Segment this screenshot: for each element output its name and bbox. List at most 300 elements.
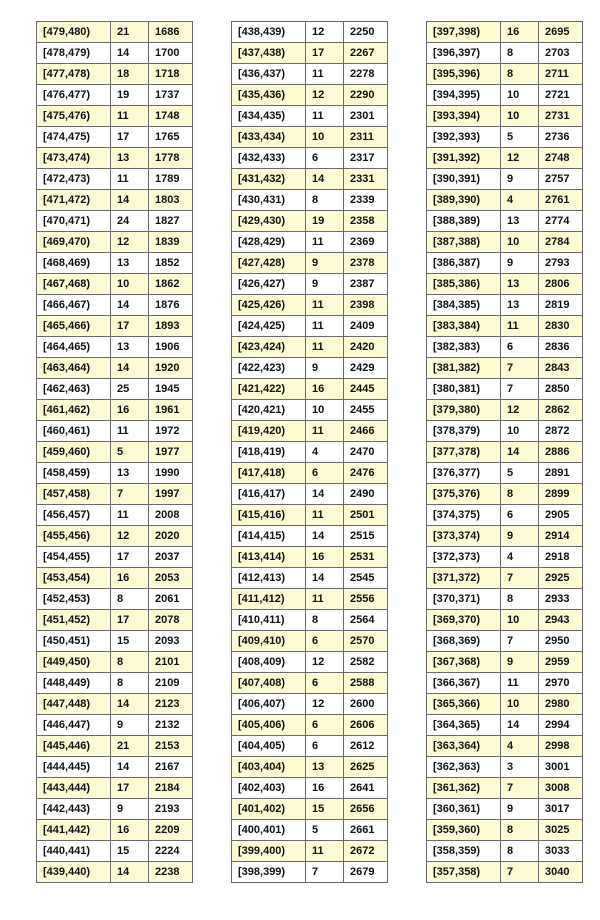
cumulative-count-cell: 2515 — [344, 526, 388, 547]
table-row — [427, 442, 583, 463]
count-cell: 11 — [306, 106, 344, 127]
cumulative-count-cell: 1803 — [149, 190, 193, 211]
count-cell: 17 — [306, 43, 344, 64]
cumulative-count-cell: 2721 — [539, 85, 583, 106]
cumulative-count-cell: 2819 — [539, 295, 583, 316]
cumulative-count-cell: 2695 — [539, 22, 583, 43]
count-cell: 16 — [111, 400, 149, 421]
cumulative-count-cell: 2731 — [539, 106, 583, 127]
cumulative-count-cell: 2301 — [344, 106, 388, 127]
cumulative-count-cell: 3040 — [539, 862, 583, 883]
cumulative-count-cell: 2429 — [344, 358, 388, 379]
score-interval-cell: [454,455) — [37, 547, 111, 568]
table-row — [427, 841, 583, 862]
score-interval-cell: [449,450) — [37, 652, 111, 673]
count-cell: 13 — [501, 211, 539, 232]
cumulative-count-cell: 2872 — [539, 421, 583, 442]
count-cell: 10 — [501, 232, 539, 253]
cumulative-count-cell: 2123 — [149, 694, 193, 715]
count-cell: 12 — [111, 232, 149, 253]
cumulative-count-cell: 1778 — [149, 148, 193, 169]
count-cell: 11 — [306, 841, 344, 862]
count-cell: 10 — [111, 274, 149, 295]
score-interval-cell: [369,370) — [427, 610, 501, 631]
cumulative-count-cell: 2980 — [539, 694, 583, 715]
table-row — [37, 652, 193, 673]
cumulative-count-cell: 2570 — [344, 631, 388, 652]
table-row — [37, 22, 193, 43]
score-interval-cell: [434,435) — [232, 106, 306, 127]
table-row — [232, 862, 388, 883]
cumulative-count-cell: 2703 — [539, 43, 583, 64]
table-row — [427, 43, 583, 64]
table-row — [427, 295, 583, 316]
score-interval-cell: [444,445) — [37, 757, 111, 778]
score-interval-cell: [420,421) — [232, 400, 306, 421]
score-interval-cell: [470,471) — [37, 211, 111, 232]
table-row — [232, 295, 388, 316]
score-interval-cell: [464,465) — [37, 337, 111, 358]
cumulative-count-cell: 1876 — [149, 295, 193, 316]
score-interval-cell: [437,438) — [232, 43, 306, 64]
cumulative-count-cell: 2843 — [539, 358, 583, 379]
table-row — [37, 169, 193, 190]
count-cell: 10 — [306, 127, 344, 148]
count-cell: 12 — [306, 652, 344, 673]
count-cell: 8 — [306, 610, 344, 631]
cumulative-count-cell: 2918 — [539, 547, 583, 568]
table-row — [232, 778, 388, 799]
count-cell: 11 — [306, 64, 344, 85]
score-interval-cell: [373,374) — [427, 526, 501, 547]
cumulative-count-cell: 2899 — [539, 484, 583, 505]
cumulative-count-cell: 2914 — [539, 526, 583, 547]
score-interval-cell: [379,380) — [427, 400, 501, 421]
cumulative-count-cell: 2943 — [539, 610, 583, 631]
score-interval-cell: [407,408) — [232, 673, 306, 694]
count-cell: 11 — [111, 421, 149, 442]
cumulative-count-cell: 2806 — [539, 274, 583, 295]
score-interval-cell: [476,477) — [37, 85, 111, 106]
count-cell: 15 — [111, 631, 149, 652]
count-cell: 12 — [501, 400, 539, 421]
cumulative-count-cell: 2008 — [149, 505, 193, 526]
cumulative-count-cell: 2736 — [539, 127, 583, 148]
cumulative-count-cell: 1945 — [149, 379, 193, 400]
score-interval-cell: [368,369) — [427, 631, 501, 652]
count-cell: 5 — [111, 442, 149, 463]
count-cell: 13 — [306, 757, 344, 778]
cumulative-count-cell: 2358 — [344, 211, 388, 232]
cumulative-count-cell: 1765 — [149, 127, 193, 148]
table-row — [37, 799, 193, 820]
score-interval-cell: [366,367) — [427, 673, 501, 694]
count-cell: 11 — [501, 316, 539, 337]
table-row — [232, 148, 388, 169]
table-row — [427, 127, 583, 148]
table-row — [37, 568, 193, 589]
cumulative-count-cell: 2369 — [344, 232, 388, 253]
cumulative-count-cell: 2564 — [344, 610, 388, 631]
count-cell: 11 — [111, 106, 149, 127]
score-interval-cell: [475,476) — [37, 106, 111, 127]
table-row — [232, 757, 388, 778]
count-cell: 12 — [306, 22, 344, 43]
count-cell: 8 — [501, 589, 539, 610]
count-cell: 7 — [501, 358, 539, 379]
table-row — [232, 652, 388, 673]
cumulative-count-cell: 2774 — [539, 211, 583, 232]
cumulative-count-cell: 2398 — [344, 295, 388, 316]
table-row — [427, 148, 583, 169]
score-interval-cell: [357,358) — [427, 862, 501, 883]
score-interval-cell: [422,423) — [232, 358, 306, 379]
score-interval-cell: [429,430) — [232, 211, 306, 232]
count-cell: 14 — [501, 715, 539, 736]
table-row — [37, 505, 193, 526]
table-row — [232, 337, 388, 358]
score-interval-cell: [383,384) — [427, 316, 501, 337]
cumulative-count-cell: 1977 — [149, 442, 193, 463]
score-interval-cell: [367,368) — [427, 652, 501, 673]
score-interval-cell: [389,390) — [427, 190, 501, 211]
table-row — [37, 862, 193, 883]
count-cell: 24 — [111, 211, 149, 232]
count-cell: 19 — [111, 85, 149, 106]
cumulative-count-cell: 2311 — [344, 127, 388, 148]
table-row — [427, 589, 583, 610]
count-cell: 14 — [306, 169, 344, 190]
table-row — [37, 337, 193, 358]
cumulative-count-cell: 2545 — [344, 568, 388, 589]
cumulative-count-cell: 2101 — [149, 652, 193, 673]
count-cell: 7 — [306, 862, 344, 883]
cumulative-count-cell: 2132 — [149, 715, 193, 736]
table-row — [37, 484, 193, 505]
table-row — [427, 547, 583, 568]
count-cell: 13 — [501, 274, 539, 295]
cumulative-count-cell: 2784 — [539, 232, 583, 253]
table-row — [427, 232, 583, 253]
score-interval-cell: [401,402) — [232, 799, 306, 820]
score-interval-cell: [424,425) — [232, 316, 306, 337]
cumulative-count-cell: 1990 — [149, 463, 193, 484]
score-interval-cell: [421,422) — [232, 379, 306, 400]
score-interval-cell: [411,412) — [232, 589, 306, 610]
count-cell: 14 — [111, 295, 149, 316]
count-cell: 10 — [501, 106, 539, 127]
table-row — [37, 421, 193, 442]
score-interval-cell: [446,447) — [37, 715, 111, 736]
score-interval-cell: [466,467) — [37, 295, 111, 316]
table-row — [427, 694, 583, 715]
table-row — [427, 820, 583, 841]
score-interval-cell: [447,448) — [37, 694, 111, 715]
score-interval-cell: [400,401) — [232, 820, 306, 841]
cumulative-count-cell: 1920 — [149, 358, 193, 379]
table-row — [37, 295, 193, 316]
cumulative-count-cell: 1789 — [149, 169, 193, 190]
score-interval-cell: [463,464) — [37, 358, 111, 379]
cumulative-count-cell: 2556 — [344, 589, 388, 610]
cumulative-count-cell: 2862 — [539, 400, 583, 421]
cumulative-count-cell: 2455 — [344, 400, 388, 421]
cumulative-count-cell: 2409 — [344, 316, 388, 337]
table-row — [232, 673, 388, 694]
score-interval-cell: [396,397) — [427, 43, 501, 64]
count-cell: 7 — [501, 568, 539, 589]
table-row — [232, 715, 388, 736]
score-interval-cell: [412,413) — [232, 568, 306, 589]
score-interval-cell: [374,375) — [427, 505, 501, 526]
cumulative-count-cell: 2950 — [539, 631, 583, 652]
table-row — [37, 190, 193, 211]
cumulative-count-cell: 2886 — [539, 442, 583, 463]
score-interval-cell: [471,472) — [37, 190, 111, 211]
score-interval-cell: [409,410) — [232, 631, 306, 652]
count-cell: 8 — [111, 652, 149, 673]
count-cell: 6 — [501, 337, 539, 358]
count-cell: 8 — [501, 484, 539, 505]
score-interval-cell: [450,451) — [37, 631, 111, 652]
count-cell: 11 — [306, 589, 344, 610]
count-cell: 14 — [111, 694, 149, 715]
cumulative-count-cell: 2836 — [539, 337, 583, 358]
cumulative-count-cell: 2317 — [344, 148, 388, 169]
table-row — [37, 85, 193, 106]
cumulative-count-cell: 1686 — [149, 22, 193, 43]
cumulative-count-cell: 2466 — [344, 421, 388, 442]
table-row — [232, 568, 388, 589]
score-table-1 — [36, 21, 193, 883]
cumulative-count-cell: 3025 — [539, 820, 583, 841]
table-row — [37, 610, 193, 631]
count-cell: 8 — [501, 841, 539, 862]
count-cell: 6 — [306, 631, 344, 652]
table-row — [232, 274, 388, 295]
count-cell: 17 — [111, 778, 149, 799]
count-cell: 6 — [306, 715, 344, 736]
score-interval-cell: [363,364) — [427, 736, 501, 757]
count-cell: 11 — [501, 673, 539, 694]
score-interval-cell: [423,424) — [232, 337, 306, 358]
score-interval-cell: [461,462) — [37, 400, 111, 421]
table-row — [37, 778, 193, 799]
table-row — [37, 148, 193, 169]
table-row — [232, 22, 388, 43]
table-row — [427, 505, 583, 526]
score-interval-cell: [474,475) — [37, 127, 111, 148]
table-row — [427, 22, 583, 43]
count-cell: 13 — [501, 295, 539, 316]
cumulative-count-cell: 2711 — [539, 64, 583, 85]
table-row — [37, 274, 193, 295]
cumulative-count-cell: 2238 — [149, 862, 193, 883]
score-interval-cell: [467,468) — [37, 274, 111, 295]
cumulative-count-cell: 2793 — [539, 253, 583, 274]
cumulative-count-cell: 2250 — [344, 22, 388, 43]
count-cell: 16 — [306, 778, 344, 799]
table-row — [427, 358, 583, 379]
table-row — [232, 421, 388, 442]
score-interval-cell: [382,383) — [427, 337, 501, 358]
cumulative-count-cell: 2378 — [344, 253, 388, 274]
table-row — [427, 568, 583, 589]
count-cell: 17 — [111, 316, 149, 337]
cumulative-count-cell: 2331 — [344, 169, 388, 190]
cumulative-count-cell: 2905 — [539, 505, 583, 526]
count-cell: 9 — [501, 652, 539, 673]
cumulative-count-cell: 2420 — [344, 337, 388, 358]
score-interval-cell: [398,399) — [232, 862, 306, 883]
table-row — [232, 484, 388, 505]
cumulative-count-cell: 2209 — [149, 820, 193, 841]
table-row — [427, 190, 583, 211]
score-interval-cell: [453,454) — [37, 568, 111, 589]
table-row — [427, 652, 583, 673]
count-cell: 9 — [111, 799, 149, 820]
cumulative-count-cell: 2020 — [149, 526, 193, 547]
count-cell: 17 — [111, 547, 149, 568]
score-interval-cell: [417,418) — [232, 463, 306, 484]
count-cell: 6 — [306, 148, 344, 169]
score-interval-cell: [408,409) — [232, 652, 306, 673]
table-row — [37, 694, 193, 715]
score-interval-cell: [418,419) — [232, 442, 306, 463]
cumulative-count-cell: 2625 — [344, 757, 388, 778]
score-interval-cell: [404,405) — [232, 736, 306, 757]
cumulative-count-cell: 1737 — [149, 85, 193, 106]
score-interval-cell: [386,387) — [427, 253, 501, 274]
count-cell: 12 — [111, 526, 149, 547]
cumulative-count-cell: 2153 — [149, 736, 193, 757]
table-row — [427, 778, 583, 799]
score-interval-cell: [358,359) — [427, 841, 501, 862]
count-cell: 11 — [306, 337, 344, 358]
count-cell: 8 — [111, 589, 149, 610]
cumulative-count-cell: 2606 — [344, 715, 388, 736]
count-cell: 11 — [306, 421, 344, 442]
cumulative-count-cell: 2891 — [539, 463, 583, 484]
table-row — [232, 169, 388, 190]
count-cell: 4 — [501, 736, 539, 757]
cumulative-count-cell: 1839 — [149, 232, 193, 253]
score-interval-cell: [360,361) — [427, 799, 501, 820]
cumulative-count-cell: 2970 — [539, 673, 583, 694]
count-cell: 8 — [501, 43, 539, 64]
table-row — [37, 379, 193, 400]
count-cell: 9 — [501, 526, 539, 547]
count-cell: 3 — [501, 757, 539, 778]
cumulative-count-cell: 2600 — [344, 694, 388, 715]
score-interval-cell: [439,440) — [37, 862, 111, 883]
table-row — [37, 211, 193, 232]
count-cell: 8 — [306, 190, 344, 211]
table-row — [427, 106, 583, 127]
score-interval-cell: [468,469) — [37, 253, 111, 274]
count-cell: 10 — [501, 694, 539, 715]
score-interval-cell: [448,449) — [37, 673, 111, 694]
table-row — [427, 463, 583, 484]
cumulative-count-cell: 2184 — [149, 778, 193, 799]
score-interval-cell: [419,420) — [232, 421, 306, 442]
score-interval-cell: [380,381) — [427, 379, 501, 400]
cumulative-count-cell: 2757 — [539, 169, 583, 190]
score-interval-cell: [365,366) — [427, 694, 501, 715]
score-interval-cell: [455,456) — [37, 526, 111, 547]
table-row — [232, 526, 388, 547]
table-row — [232, 253, 388, 274]
cumulative-count-cell: 2267 — [344, 43, 388, 64]
table-row — [427, 337, 583, 358]
score-interval-cell: [479,480) — [37, 22, 111, 43]
table-row — [232, 694, 388, 715]
table-row — [427, 484, 583, 505]
table-row — [37, 820, 193, 841]
cumulative-count-cell: 2994 — [539, 715, 583, 736]
score-interval-cell: [405,406) — [232, 715, 306, 736]
score-interval-cell: [394,395) — [427, 85, 501, 106]
count-cell: 8 — [111, 673, 149, 694]
table-row — [37, 442, 193, 463]
count-cell: 9 — [501, 799, 539, 820]
count-cell: 9 — [111, 715, 149, 736]
score-interval-cell: [433,434) — [232, 127, 306, 148]
cumulative-count-cell: 3008 — [539, 778, 583, 799]
table-row — [232, 820, 388, 841]
score-interval-cell: [438,439) — [232, 22, 306, 43]
count-cell: 13 — [111, 337, 149, 358]
table-row — [427, 400, 583, 421]
cumulative-count-cell: 2476 — [344, 463, 388, 484]
count-cell: 10 — [501, 421, 539, 442]
table-row — [232, 400, 388, 421]
count-cell: 17 — [111, 610, 149, 631]
cumulative-count-cell: 1906 — [149, 337, 193, 358]
count-cell: 5 — [501, 463, 539, 484]
table-row — [427, 757, 583, 778]
table-row — [232, 547, 388, 568]
count-cell: 11 — [306, 232, 344, 253]
table-row — [37, 589, 193, 610]
count-cell: 14 — [111, 757, 149, 778]
cumulative-count-cell: 2588 — [344, 673, 388, 694]
score-interval-cell: [443,444) — [37, 778, 111, 799]
count-cell: 16 — [306, 379, 344, 400]
score-interval-cell: [430,431) — [232, 190, 306, 211]
cumulative-count-cell: 2531 — [344, 547, 388, 568]
table-row — [427, 169, 583, 190]
cumulative-count-cell: 2998 — [539, 736, 583, 757]
count-cell: 16 — [501, 22, 539, 43]
score-interval-cell: [397,398) — [427, 22, 501, 43]
table-row — [232, 316, 388, 337]
table-row — [232, 589, 388, 610]
table-row — [427, 526, 583, 547]
cumulative-count-cell: 2167 — [149, 757, 193, 778]
table-row — [232, 232, 388, 253]
count-cell: 7 — [501, 631, 539, 652]
cumulative-count-cell: 2490 — [344, 484, 388, 505]
cumulative-count-cell: 2582 — [344, 652, 388, 673]
cumulative-count-cell: 1748 — [149, 106, 193, 127]
table-row — [232, 631, 388, 652]
score-interval-cell: [388,389) — [427, 211, 501, 232]
score-interval-cell: [435,436) — [232, 85, 306, 106]
score-interval-cell: [477,478) — [37, 64, 111, 85]
count-cell: 13 — [111, 463, 149, 484]
count-cell: 7 — [111, 484, 149, 505]
